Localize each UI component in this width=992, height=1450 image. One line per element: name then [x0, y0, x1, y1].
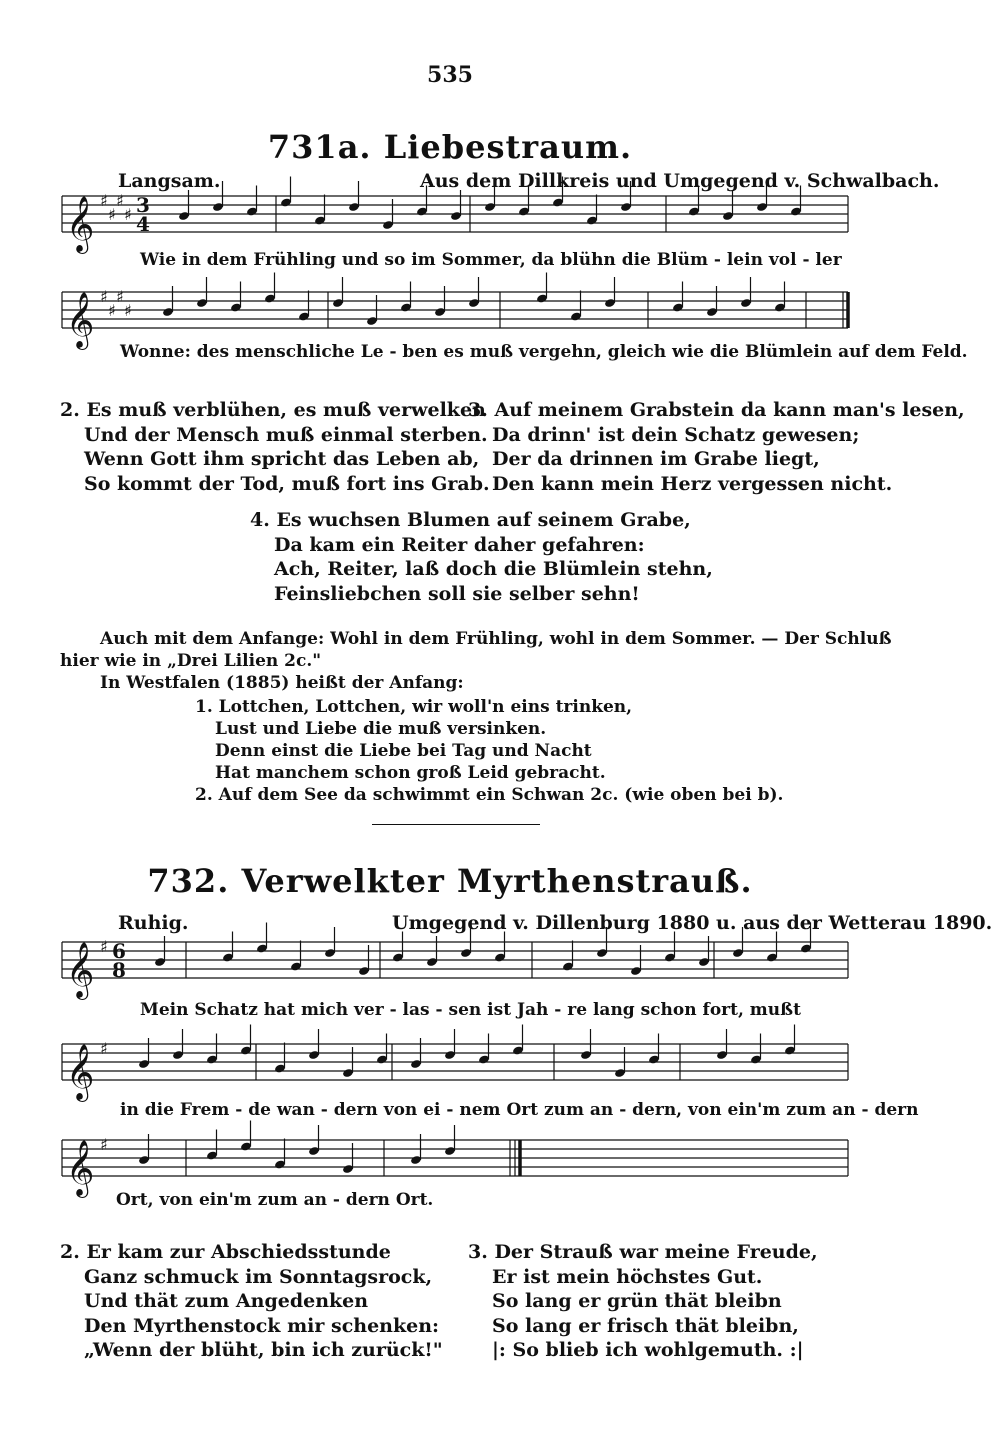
verse-line: So lang er grün thät bleibn [492, 1290, 782, 1312]
song-title-732: 732. Verwelkter Myrthenstrauß. [147, 862, 753, 900]
verse-line: Den Myrthenstock mir schenken: [84, 1314, 440, 1337]
footnote-line: Auch mit dem Anfange: Wohl in dem Frühling, wohl in dem Sommer. — Der Schluß [100, 629, 892, 649]
verse-line: 3. Auf meinem Grabstein da kann man's lesen, [468, 399, 965, 421]
lyrics-line: Ort, von ein'm zum an - dern Ort. [116, 1190, 434, 1210]
source-attribution: Umgegend v. Dillenburg 1880 u. aus der Wetterau 1890. [392, 912, 992, 934]
sharp-icon: ♯ [116, 287, 124, 306]
westfalen-verse [195, 696, 783, 806]
verse-line: 4. Es wuchsen Blumen auf seinem Grabe, [250, 509, 691, 531]
time-signature-bottom: 4 [136, 212, 150, 236]
time-signature-top: 3 [136, 193, 150, 217]
section-divider [372, 824, 540, 825]
footnote-line: hier wie in „Drei Lilien 2c." [60, 651, 322, 671]
treble-clef-icon: 𝄞 [66, 942, 95, 998]
staff [62, 292, 848, 328]
sharp-icon: ♯ [116, 191, 124, 210]
verse-line: Ganz schmuck im Sonntagsrock, [84, 1265, 433, 1288]
sharp-icon: ♯ [100, 287, 108, 306]
verse-line: Wenn Gott ihm spricht das Leben ab, [84, 448, 480, 470]
verse-line: Denn einst die Liebe bei Tag und Nacht [215, 741, 592, 761]
lyrics-line: Wie in dem Frühling und so im Sommer, da blühn die Blüm - lein vol - ler [140, 250, 842, 270]
verse-3 [468, 398, 965, 496]
lyrics-line: Wonne: des menschliche Le - ben es muß vergehn, gleich wie die Blümlein auf dem Feld. [120, 342, 968, 362]
lyrics-line: in die Frem - de wan - dern von ei - nem Ort zum an - dern, von ein'm zum an - dern [120, 1100, 919, 1120]
verse-line: Hat manchem schon groß Leid gebracht. [215, 763, 606, 783]
verse-line: Lust und Liebe die muß versinken. [215, 719, 547, 739]
treble-clef-icon: 𝄞 [66, 292, 95, 348]
verse-line: „Wenn der blüht, bin ich zurück!" [84, 1339, 443, 1361]
verse-line: Da drinn' ist dein Schatz gewesen; [492, 423, 860, 446]
sharp-icon: ♯ [100, 1039, 108, 1058]
verse-2 [60, 398, 490, 496]
page-number: 535 [427, 62, 473, 88]
verse-line: Da kam ein Reiter daher gefahren: [274, 533, 645, 556]
verse-line: Den kann mein Herz vergessen nicht. [492, 472, 893, 495]
verse-line: So lang er frisch thät bleibn, [492, 1314, 799, 1337]
source-attribution: Aus dem Dillkreis und Umgegend v. Schwalbach. [420, 170, 940, 192]
sharp-icon: ♯ [124, 205, 132, 224]
verse-line: 2. Er kam zur Abschiedsstunde [60, 1241, 391, 1263]
sharp-icon: ♯ [124, 301, 132, 320]
verse-3 [468, 1240, 818, 1363]
footnote-line: In Westfalen (1885) heißt der Anfang: [100, 673, 464, 693]
sharp-icon: ♯ [108, 205, 116, 224]
verse-line: 2. Es muß verblühen, es muß verwelken [60, 399, 486, 421]
verse-line: 3. Der Strauß war meine Freude, [468, 1241, 818, 1263]
sharp-icon: ♯ [100, 1135, 108, 1154]
verse-line: So kommt der Tod, muß fort ins Grab. [84, 472, 490, 495]
verse-line: Und thät zum Angedenken [84, 1290, 369, 1312]
tempo-marking: Ruhig. [118, 912, 189, 934]
treble-clef-icon: 𝄞 [66, 1140, 95, 1196]
verse-line: Er ist mein höchstes Gut. [492, 1265, 763, 1288]
verse-line: Und der Mensch muß einmal sterben. [84, 423, 488, 446]
time-signature-bottom: 8 [112, 958, 126, 982]
verse-line: Feinsliebchen soll sie selber sehn! [274, 582, 640, 605]
lyrics-line: Mein Schatz hat mich ver - las - sen ist Jah - re lang schon fort, mußt [140, 1000, 801, 1020]
verse-line: 1. Lottchen, Lottchen, wir woll'n eins trinken, [195, 697, 633, 717]
sharp-icon: ♯ [108, 301, 116, 320]
treble-clef-icon: 𝄞 [66, 196, 95, 252]
verse-line: |: So blieb ich wohlgemuth. :| [492, 1339, 804, 1361]
verse-2 [60, 1240, 443, 1363]
sharp-icon: ♯ [100, 191, 108, 210]
verse-line: Der da drinnen im Grabe liegt, [492, 448, 820, 470]
tempo-marking: Langsam. [118, 170, 221, 192]
time-signature-top: 6 [112, 939, 126, 963]
song-title-731a: 731a. Liebestraum. [267, 128, 633, 166]
sharp-icon: ♯ [100, 937, 108, 956]
verse-line: Ach, Reiter, laß doch die Blümlein stehn, [274, 558, 713, 580]
verse-4 [250, 508, 713, 606]
treble-clef-icon: 𝄞 [66, 1044, 95, 1100]
staff [62, 942, 848, 978]
verse-line: 2. Auf dem See da schwimmt ein Schwan 2c. (wie oben bei b). [195, 785, 784, 805]
